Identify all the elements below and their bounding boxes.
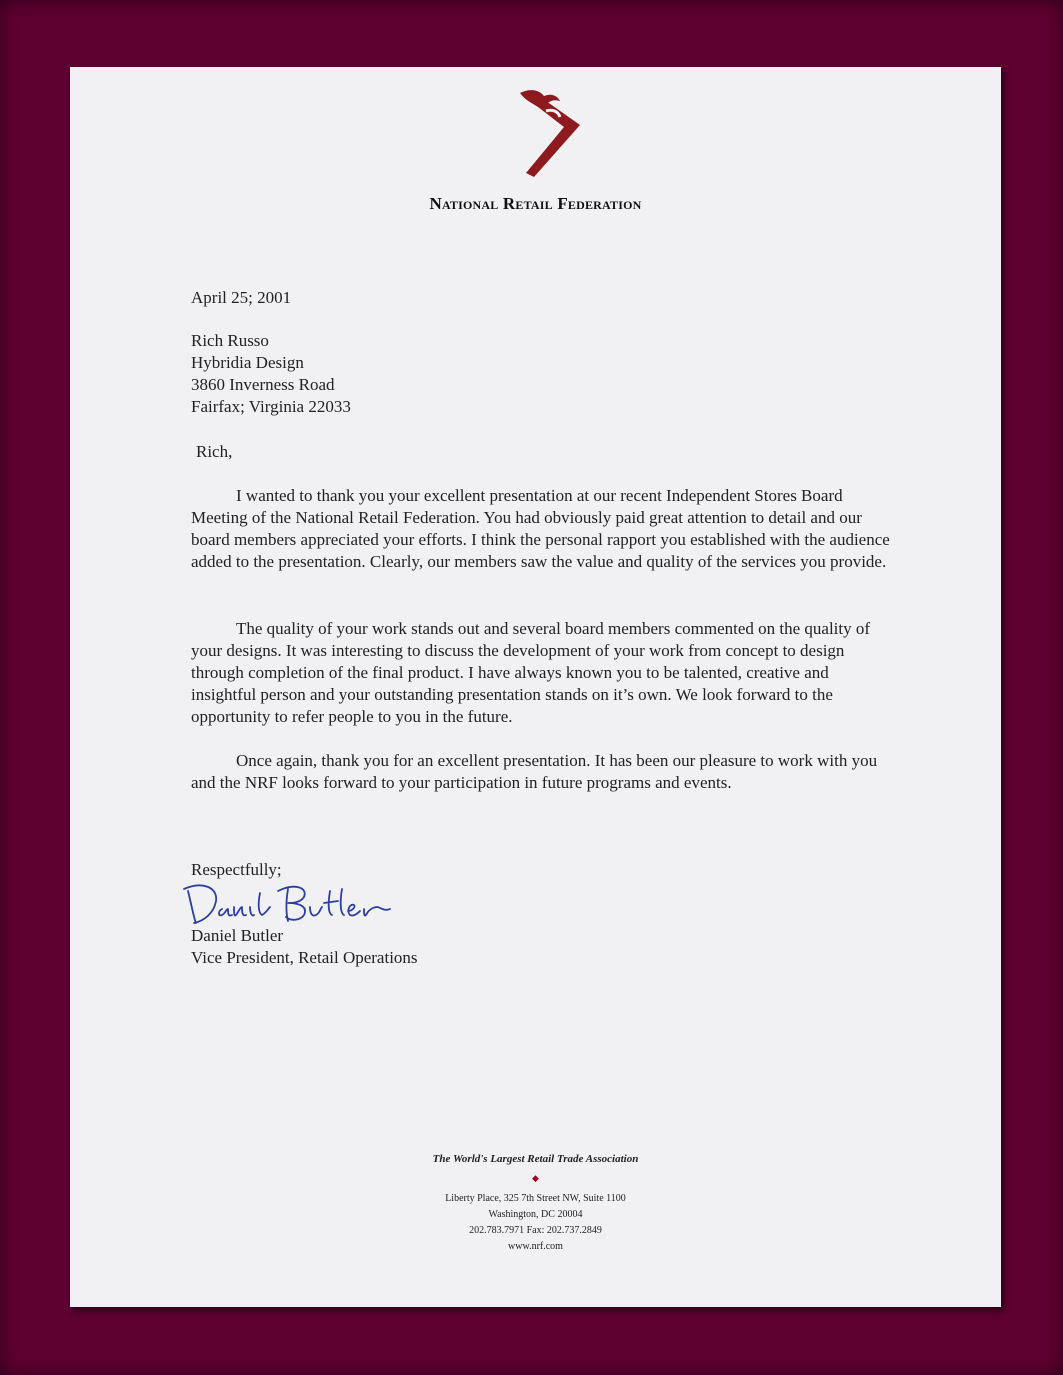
recipient-address (191, 330, 351, 418)
body-paragraph-3: Once again, thank you for an excellent presentation. It has been our pleasure to work with you and the NRF looks forward to your participation in future programs and events. (191, 751, 878, 792)
footer-city: Washington, DC 20004 (488, 1209, 583, 1220)
footer-phone-fax: 202.783.7971 Fax: 202.737.2849 (469, 1225, 602, 1236)
footer-address (70, 1191, 1001, 1255)
signature-image (182, 877, 392, 929)
salutation: Rich, (196, 442, 233, 461)
footer-website: www.nrf.com (508, 1241, 563, 1252)
org-name: National Retail Federation (429, 194, 642, 213)
recipient-name: Rich Russo (191, 331, 269, 350)
footer-diamond-icon: ◆ (532, 1173, 539, 1183)
body-paragraph-2: The quality of your work stands out and several board members commented on the quality of your designs. It was interesting to discuss the development of your work from concept to design through completion of the final product. I have always known you to be talented, creative and insightful person and your outstanding presentation stands on it’s own. We look forward to the opportunity to refer people to you in the future. (191, 619, 871, 726)
closing: Respectfully; (191, 860, 282, 879)
letter-page (70, 67, 1001, 1307)
recipient-company: Hybridia Design (191, 353, 304, 372)
signer-block (191, 925, 418, 969)
letter-date: April 25; 2001 (191, 288, 292, 307)
footer-street: Liberty Place, 325 7th Street NW, Suite 1100 (445, 1193, 626, 1204)
body-paragraph-1: I wanted to thank you your excellent presentation at our recent Independent Stores Board Meeting of the National Retail Federation. You had obviously paid great attention to detail and our board members appreciated your efforts. I think the personal rapport you established with the audience added to the presentation. Clearly, our members saw the value and quality of the services you provide. (191, 486, 890, 571)
nrf-logo-icon (510, 85, 590, 185)
signer-name: Daniel Butler (191, 926, 284, 945)
recipient-city: Fairfax; Virginia 22033 (191, 397, 351, 416)
recipient-street: 3860 Inverness Road (191, 375, 335, 394)
signer-title: Vice President, Retail Operations (191, 948, 418, 967)
footer-tagline: The World's Largest Retail Trade Association (432, 1153, 639, 1165)
